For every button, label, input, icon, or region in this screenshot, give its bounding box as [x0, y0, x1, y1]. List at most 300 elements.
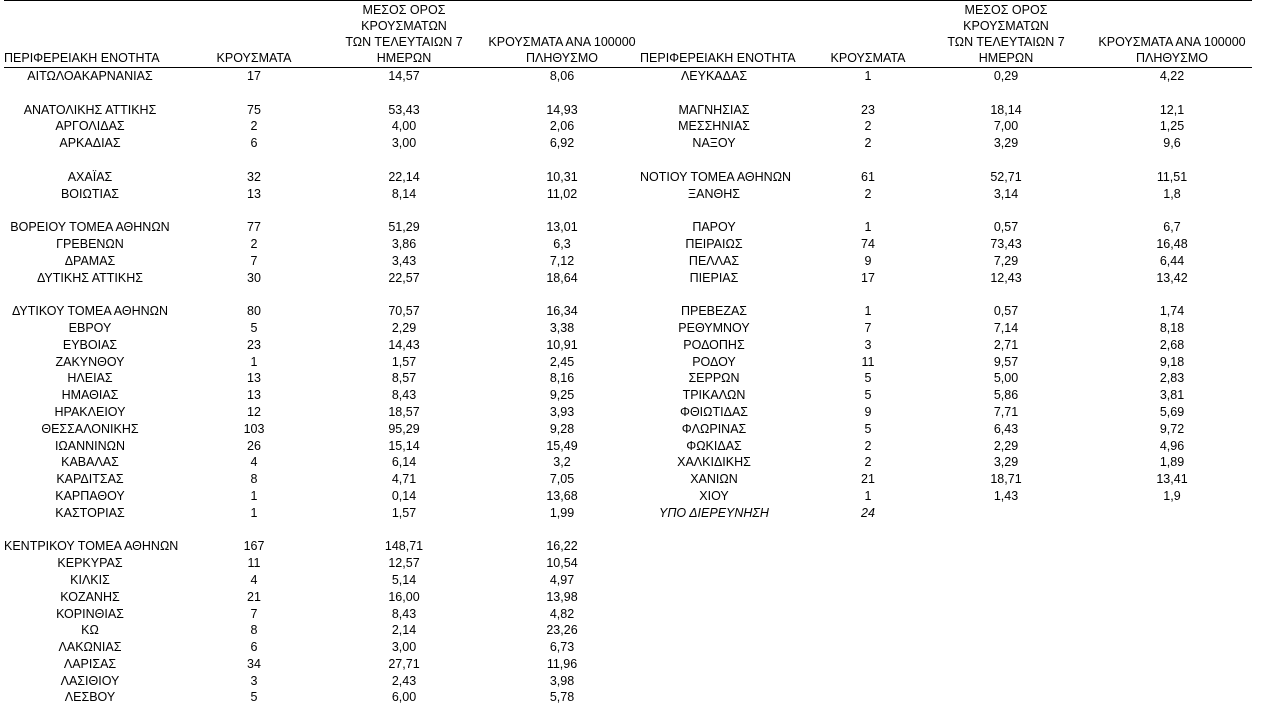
cases-cell: 4 — [250, 572, 258, 587]
cases-cell: 8 — [250, 623, 258, 638]
region-cell: ΕΥΒΟΙΑΣ — [62, 337, 118, 352]
avg7-cell: 12,43 — [990, 270, 1022, 285]
header-per100k: ΚΡΟΥΣΜΑΤΑ ΑΝΑ 100000 ΠΛΗΘΥΣΜΟ — [488, 35, 636, 65]
cases-cell: 61 — [861, 169, 875, 184]
table-row — [640, 270, 1252, 287]
avg7-cell: 7,71 — [993, 404, 1019, 419]
avg7-cell: 8,43 — [391, 606, 417, 621]
header-region: ΠΕΡΙΦΕΡΕΙΑΚΗ ΕΝΟΤΗΤΑ — [4, 51, 160, 65]
table-row — [640, 505, 1252, 522]
spacer-row — [640, 85, 1252, 102]
region-cell: ΡΕΘΥΜΝΟΥ — [678, 320, 750, 335]
per100k-cell: 5,78 — [549, 690, 575, 705]
avg7-cell: 3,29 — [993, 136, 1019, 151]
avg7-cell: 2,29 — [993, 438, 1019, 453]
table-row — [4, 270, 640, 287]
table-row — [4, 656, 640, 673]
region-cell: ΚΕΡΚΥΡΑΣ — [57, 556, 123, 571]
cases-cell: 23 — [247, 337, 261, 352]
spacer-row — [4, 152, 640, 169]
table-row — [640, 236, 1252, 253]
table-row — [4, 219, 640, 236]
region-cell: ΚΩ — [81, 623, 99, 638]
region-cell: ΚΟΡΙΝΘΙΑΣ — [56, 606, 124, 621]
cases-cell: 2 — [250, 236, 258, 251]
cases-cell: 5 — [250, 320, 258, 335]
avg7-cell: 18,71 — [990, 472, 1022, 487]
per100k-cell: 2,45 — [549, 354, 575, 369]
region-cell: ΙΩΑΝΝΙΝΩΝ — [54, 438, 126, 453]
per100k-cell: 9,72 — [1159, 421, 1185, 436]
per100k-cell: 8,16 — [549, 371, 575, 386]
cases-cell: 11 — [247, 556, 261, 571]
avg7-cell: 3,43 — [391, 253, 417, 268]
table-row — [4, 488, 640, 505]
avg7-cell: 148,71 — [384, 539, 424, 554]
cases-cell: 1 — [250, 354, 258, 369]
header-cases: ΚΡΟΥΣΜΑΤΑ — [830, 51, 906, 65]
cases-cell: 23 — [861, 102, 875, 117]
table-row — [4, 337, 640, 354]
per100k-cell: 6,44 — [1159, 253, 1185, 268]
table-row — [640, 169, 1252, 186]
per100k-cell: 11,02 — [546, 186, 578, 201]
region-cell: ΗΛΕΙΑΣ — [67, 371, 113, 386]
table-row — [4, 118, 640, 135]
table-row — [640, 454, 1252, 471]
cases-cell: 77 — [247, 220, 261, 235]
cases-cell: 30 — [247, 270, 261, 285]
per100k-cell: 3,81 — [1159, 388, 1185, 403]
spacer-row — [640, 202, 1252, 219]
table-row — [4, 354, 640, 371]
region-cell: ΗΜΑΘΙΑΣ — [61, 388, 119, 403]
table-row — [4, 454, 640, 471]
region-cell: ΔΡΑΜΑΣ — [64, 253, 116, 268]
avg7-cell: 6,43 — [993, 421, 1019, 436]
avg7-cell: 9,57 — [993, 354, 1019, 369]
region-cell: ΠΡΕΒΕΖΑΣ — [680, 304, 748, 319]
region-cell: ΜΑΓΝΗΣΙΑΣ — [678, 102, 750, 117]
per100k-cell: 9,6 — [1163, 136, 1181, 151]
per100k-cell: 8,06 — [549, 69, 575, 83]
region-cell: ΑΡΓΟΛΙΔΑΣ — [55, 119, 125, 134]
per100k-cell: 4,97 — [549, 572, 575, 587]
avg7-cell: 0,29 — [993, 69, 1019, 83]
cases-cell: 17 — [861, 270, 875, 285]
cases-cell: 74 — [861, 236, 875, 251]
per100k-cell: 4,96 — [1159, 438, 1185, 453]
avg7-cell: 0,14 — [391, 488, 417, 503]
region-cell: ΒΟΡΕΙΟΥ ΤΟΜΕΑ ΑΘΗΝΩΝ — [10, 220, 170, 235]
avg7-cell: 8,14 — [391, 186, 417, 201]
per100k-cell: 10,91 — [546, 337, 578, 352]
cases-cell: 7 — [864, 320, 872, 335]
table-row — [4, 253, 640, 270]
left-table — [4, 0, 640, 706]
per100k-cell: 10,31 — [546, 169, 578, 184]
table-row — [4, 622, 640, 639]
header-avg7: ΜΕΣΟΣ ΟΡΟΣ ΚΡΟΥΣΜΑΤΩΝ ΤΩΝ ΤΕΛΕΥΤΑΙΩΝ 7 ΗΜΕΡΩΝ — [947, 3, 1065, 65]
per100k-cell: 1,8 — [1163, 186, 1181, 201]
table-header — [640, 0, 1252, 68]
per100k-cell: 8,18 — [1159, 320, 1185, 335]
cases-cell: 103 — [243, 421, 265, 436]
avg7-cell: 22,14 — [388, 169, 420, 184]
cases-cell: 75 — [247, 102, 261, 117]
cases-cell: 9 — [864, 253, 872, 268]
table-row — [4, 404, 640, 421]
per100k-cell: 7,05 — [549, 472, 575, 487]
region-cell: ΛΕΣΒΟΥ — [64, 690, 116, 705]
cases-cell: 2 — [864, 136, 872, 151]
cases-cell: 8 — [250, 472, 258, 487]
avg7-cell: 15,14 — [388, 438, 420, 453]
region-cell: ΔΥΤΙΚΟΥ ΤΟΜΕΑ ΑΘΗΝΩΝ — [11, 304, 169, 319]
avg7-cell: 3,29 — [993, 455, 1019, 470]
avg7-cell: 1,43 — [993, 488, 1019, 503]
region-cell: ΚΑΒΑΛΑΣ — [61, 455, 119, 470]
region-cell: ΧΑΛΚΙΔΙΚΗΣ — [677, 455, 751, 470]
table-row — [640, 303, 1252, 320]
table-row — [4, 186, 640, 203]
region-cell: ΖΑΚΥΝΘΟΥ — [55, 354, 125, 369]
table-row — [640, 438, 1252, 455]
avg7-cell: 5,14 — [391, 572, 417, 587]
per100k-cell: 16,48 — [1156, 236, 1188, 251]
region-cell: ΦΘΙΩΤΙΔΑΣ — [679, 404, 749, 419]
cases-cell: 80 — [247, 304, 261, 319]
header-per100k: ΚΡΟΥΣΜΑΤΑ ΑΝΑ 100000 ΠΛΗΘΥΣΜΟ — [1098, 35, 1246, 65]
table-row — [640, 102, 1252, 119]
avg7-cell: 1,57 — [391, 354, 417, 369]
table-row — [640, 370, 1252, 387]
spacer-row — [640, 152, 1252, 169]
cases-cell: 13 — [247, 371, 261, 386]
cases-cell: 1 — [250, 488, 258, 503]
region-cell: ΣΕΡΡΩΝ — [688, 371, 740, 386]
region-cell: ΜΕΣΣΗΝΙΑΣ — [678, 119, 750, 134]
avg7-cell: 2,71 — [993, 337, 1019, 352]
cases-cell: 1 — [864, 488, 872, 503]
avg7-cell: 6,14 — [391, 455, 417, 470]
region-cell: ΚΑΡΠΑΘΟΥ — [55, 488, 125, 503]
avg7-cell: 8,43 — [391, 388, 417, 403]
region-cell: ΑΝΑΤΟΛΙΚΗΣ ΑΤΤΙΚΗΣ — [23, 102, 157, 117]
table-row — [4, 538, 640, 555]
per100k-cell: 16,34 — [546, 304, 578, 319]
region-cell: ΚΕΝΤΡΙΚΟΥ ΤΟΜΕΑ ΑΘΗΝΩΝ — [4, 539, 179, 554]
cases-cell: 2 — [864, 119, 872, 134]
cases-cell: 1 — [864, 220, 872, 235]
region-cell: ΡΟΔΟΠΗΣ — [683, 337, 745, 352]
region-cell: ΥΠΟ ΔΙΕΡΕΥΝΗΣΗ — [659, 505, 769, 520]
avg7-cell: 70,57 — [388, 304, 420, 319]
per100k-cell: 2,68 — [1159, 337, 1185, 352]
avg7-cell: 7,14 — [993, 320, 1019, 335]
region-cell: ΛΑΣΙΘΙΟΥ — [60, 673, 120, 688]
table-row — [640, 320, 1252, 337]
avg7-cell: 22,57 — [388, 270, 420, 285]
cases-cell: 21 — [861, 472, 875, 487]
cases-cell: 13 — [247, 388, 261, 403]
avg7-cell: 8,57 — [391, 371, 417, 386]
per100k-cell: 11,96 — [546, 656, 578, 671]
per100k-cell: 3,98 — [549, 673, 575, 688]
cases-cell: 4 — [250, 455, 258, 470]
avg7-cell: 6,00 — [391, 690, 417, 705]
avg7-cell: 0,57 — [993, 220, 1019, 235]
region-cell: ΞΑΝΘΗΣ — [688, 186, 740, 201]
table-header — [4, 0, 640, 68]
per100k-cell: 13,42 — [1156, 270, 1188, 285]
region-cell: ΠΙΕΡΙΑΣ — [689, 270, 739, 285]
table-row — [640, 135, 1252, 152]
cases-cell: 167 — [243, 539, 265, 554]
avg7-cell: 4,71 — [391, 472, 417, 487]
table-row — [640, 471, 1252, 488]
region-cell: ΚΙΛΚΙΣ — [70, 572, 110, 587]
per100k-cell: 1,25 — [1159, 119, 1185, 134]
per100k-cell: 6,3 — [553, 236, 571, 251]
cases-cell: 1 — [250, 505, 258, 520]
region-cell: ΑΙΤΩΛΟΑΚΑΡΝΑΝΙΑΣ — [27, 69, 153, 83]
region-cell: ΝΟΤΙΟΥ ΤΟΜΕΑ ΑΘΗΝΩΝ — [640, 169, 792, 184]
per100k-cell: 1,89 — [1159, 455, 1185, 470]
per100k-cell: 2,06 — [549, 119, 575, 134]
region-cell: ΔΥΤΙΚΗΣ ΑΤΤΙΚΗΣ — [37, 270, 143, 285]
region-cell: ΓΡΕΒΕΝΩΝ — [56, 236, 124, 251]
avg7-cell: 16,00 — [388, 589, 420, 604]
per100k-cell: 1,74 — [1159, 304, 1185, 319]
cases-cell: 6 — [250, 640, 258, 655]
per100k-cell: 9,18 — [1159, 354, 1185, 369]
table-row — [640, 68, 1252, 85]
cases-cell: 32 — [247, 169, 261, 184]
table-row — [4, 606, 640, 623]
right-table — [640, 0, 1252, 522]
avg7-cell: 5,86 — [993, 388, 1019, 403]
avg7-cell: 3,00 — [391, 640, 417, 655]
avg7-cell: 3,86 — [391, 236, 417, 251]
per100k-cell: 13,98 — [546, 589, 578, 604]
per100k-cell: 16,22 — [546, 539, 578, 554]
per100k-cell: 7,12 — [549, 253, 575, 268]
region-cell: ΦΩΚΙΔΑΣ — [686, 438, 742, 453]
region-cell: ΚΟΖΑΝΗΣ — [60, 589, 120, 604]
region-cell: ΠΑΡΟΥ — [692, 220, 736, 235]
table-row — [640, 404, 1252, 421]
table-row — [4, 505, 640, 522]
region-cell: ΒΟΙΩΤΙΑΣ — [60, 186, 120, 201]
avg7-cell: 2,14 — [391, 623, 417, 638]
spacer-row — [4, 286, 640, 303]
table-row — [640, 219, 1252, 236]
avg7-cell: 14,57 — [388, 69, 420, 83]
table-row — [640, 118, 1252, 135]
per100k-cell: 4,22 — [1159, 69, 1185, 83]
avg7-cell: 27,71 — [388, 656, 420, 671]
spacer-row — [640, 286, 1252, 303]
avg7-cell: 12,57 — [388, 556, 420, 571]
per100k-cell: 1,9 — [1163, 488, 1181, 503]
avg7-cell: 4,00 — [391, 119, 417, 134]
per100k-cell: 3,93 — [549, 404, 575, 419]
table-row — [640, 337, 1252, 354]
table-row — [640, 387, 1252, 404]
table-row — [640, 253, 1252, 270]
region-cell: ΛΑΡΙΣΑΣ — [63, 656, 117, 671]
avg7-cell: 95,29 — [388, 421, 420, 436]
table-row — [640, 186, 1252, 203]
per100k-cell: 13,41 — [1156, 472, 1188, 487]
avg7-cell: 18,14 — [990, 102, 1022, 117]
table-row — [640, 354, 1252, 371]
table-row — [4, 689, 640, 706]
cases-cell: 2 — [864, 455, 872, 470]
cases-cell: 24 — [861, 505, 875, 520]
region-cell: ΝΑΞΟΥ — [692, 136, 736, 151]
header-region: ΠΕΡΙΦΕΡΕΙΑΚΗ ΕΝΟΤΗΤΑ — [640, 51, 796, 65]
region-cell: ΕΒΡΟΥ — [68, 320, 112, 335]
region-cell: ΚΑΣΤΟΡΙΑΣ — [55, 505, 125, 520]
per100k-cell: 10,54 — [546, 556, 578, 571]
cases-cell: 1 — [864, 304, 872, 319]
region-cell: ΘΕΣΣΑΛΟΝΙΚΗΣ — [41, 421, 139, 436]
cases-cell: 9 — [864, 404, 872, 419]
avg7-cell: 2,43 — [391, 673, 417, 688]
cases-cell: 13 — [247, 186, 261, 201]
per100k-cell: 9,28 — [549, 421, 575, 436]
per100k-cell: 14,93 — [546, 102, 578, 117]
cases-cell: 5 — [864, 371, 872, 386]
per100k-cell: 23,26 — [546, 623, 578, 638]
cases-cell: 6 — [250, 136, 258, 151]
region-cell: ΑΡΚΑΔΙΑΣ — [59, 136, 121, 151]
table-row — [4, 102, 640, 119]
table-row — [4, 673, 640, 690]
spacer-row — [4, 85, 640, 102]
cases-cell: 7 — [250, 606, 258, 621]
cases-cell: 34 — [247, 656, 261, 671]
region-cell: ΑΧΑΪΑΣ — [67, 169, 113, 184]
per100k-cell: 4,82 — [549, 606, 575, 621]
avg7-cell: 1,57 — [391, 505, 417, 520]
spacer-row — [4, 202, 640, 219]
region-cell: ΛΑΚΩΝΙΑΣ — [58, 640, 122, 655]
table-row — [4, 555, 640, 572]
avg7-cell: 18,57 — [388, 404, 420, 419]
cases-cell: 3 — [864, 337, 872, 352]
avg7-cell: 7,00 — [993, 119, 1019, 134]
per100k-cell: 1,99 — [549, 505, 575, 520]
cases-cell: 11 — [861, 354, 875, 369]
avg7-cell: 0,57 — [993, 304, 1019, 319]
cases-cell: 3 — [250, 673, 258, 688]
avg7-cell: 3,00 — [391, 136, 417, 151]
cases-cell: 2 — [864, 186, 872, 201]
per100k-cell: 5,69 — [1159, 404, 1185, 419]
spacer-row — [4, 522, 640, 539]
region-cell: ΡΟΔΟΥ — [692, 354, 736, 369]
per100k-cell: 9,25 — [549, 388, 575, 403]
region-cell: ΚΑΡΔΙΤΣΑΣ — [56, 472, 124, 487]
table-row — [4, 135, 640, 152]
table-row — [4, 438, 640, 455]
avg7-cell: 51,29 — [388, 220, 420, 235]
cases-cell: 17 — [247, 69, 261, 83]
cases-cell: 5 — [250, 690, 258, 705]
per100k-cell: 2,83 — [1159, 371, 1185, 386]
header-avg7: ΜΕΣΟΣ ΟΡΟΣ ΚΡΟΥΣΜΑΤΩΝ ΤΩΝ ΤΕΛΕΥΤΑΙΩΝ 7 ΗΜΕΡΩΝ — [345, 3, 463, 65]
cases-cell: 5 — [864, 421, 872, 436]
avg7-cell: 73,43 — [990, 236, 1022, 251]
cases-cell: 2 — [250, 119, 258, 134]
per100k-cell: 6,92 — [549, 136, 575, 151]
cases-cell: 2 — [864, 438, 872, 453]
avg7-cell: 5,00 — [993, 371, 1019, 386]
table-row — [4, 68, 640, 85]
per100k-cell: 3,2 — [553, 455, 571, 470]
cases-cell: 21 — [247, 589, 261, 604]
per100k-cell: 12,1 — [1159, 102, 1185, 117]
table-row — [4, 639, 640, 656]
region-cell: ΠΕΛΛΑΣ — [688, 253, 740, 268]
table-row — [4, 370, 640, 387]
region-cell: ΤΡΙΚΑΛΩΝ — [682, 388, 746, 403]
region-cell: ΗΡΑΚΛΕΙΟΥ — [54, 404, 126, 419]
table-body — [4, 68, 640, 706]
avg7-cell: 2,29 — [391, 320, 417, 335]
table-row — [640, 488, 1252, 505]
table-row — [4, 589, 640, 606]
per100k-cell: 6,7 — [1163, 220, 1181, 235]
avg7-cell: 52,71 — [990, 169, 1022, 184]
per100k-cell: 18,64 — [546, 270, 578, 285]
table-body — [640, 68, 1252, 522]
region-cell: ΠΕΙΡΑΙΩΣ — [685, 236, 743, 251]
cases-cell: 26 — [247, 438, 261, 453]
avg7-cell: 14,43 — [388, 337, 420, 352]
table-row — [4, 320, 640, 337]
avg7-cell: 3,14 — [993, 186, 1019, 201]
cases-cell: 7 — [250, 253, 258, 268]
cases-cell: 1 — [864, 69, 872, 83]
per100k-cell: 6,73 — [549, 640, 575, 655]
table-row — [4, 387, 640, 404]
region-cell: ΛΕΥΚΑΔΑΣ — [680, 69, 748, 83]
table-row — [640, 421, 1252, 438]
region-cell: ΦΛΩΡΙΝΑΣ — [681, 421, 747, 436]
per100k-cell: 11,51 — [1156, 169, 1188, 184]
per100k-cell: 13,01 — [546, 220, 578, 235]
avg7-cell: 7,29 — [993, 253, 1019, 268]
table-row — [4, 572, 640, 589]
table-row — [4, 169, 640, 186]
region-cell: ΧΑΝΙΩΝ — [690, 472, 738, 487]
cases-cell: 5 — [864, 388, 872, 403]
table-row — [4, 471, 640, 488]
table-row — [4, 421, 640, 438]
per100k-cell: 15,49 — [546, 438, 578, 453]
table-row — [4, 303, 640, 320]
cases-cell: 12 — [247, 404, 261, 419]
per100k-cell: 13,68 — [546, 488, 578, 503]
avg7-cell: 53,43 — [388, 102, 420, 117]
region-cell: ΧΙΟΥ — [699, 488, 729, 503]
per100k-cell: 3,38 — [549, 320, 575, 335]
table-row — [4, 236, 640, 253]
